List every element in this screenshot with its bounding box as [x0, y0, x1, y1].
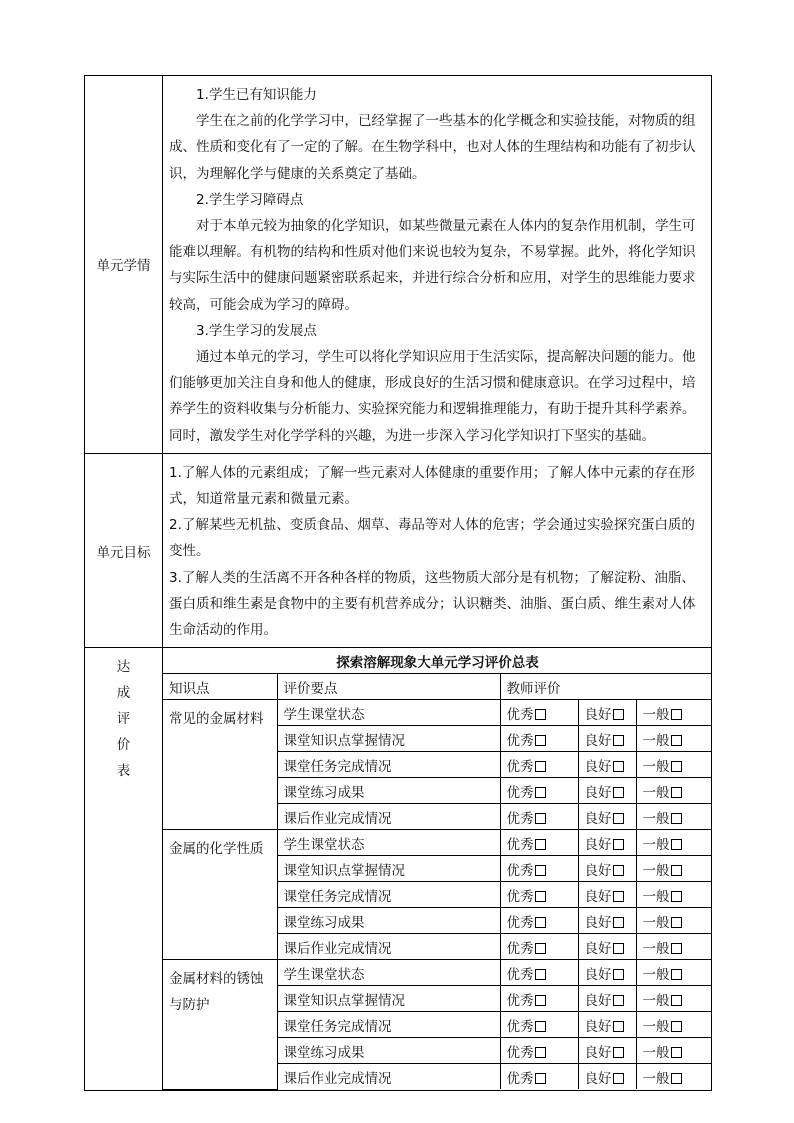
- rating-option-average[interactable]: [636, 700, 712, 726]
- checkbox-icon[interactable]: [613, 787, 624, 798]
- rating-label: 优秀: [506, 706, 534, 723]
- rating-label: 良好: [584, 914, 612, 931]
- unit-plan-table: [84, 75, 712, 1091]
- checkbox-icon[interactable]: [671, 735, 682, 746]
- checkbox-icon[interactable]: [535, 735, 546, 746]
- checkbox-icon[interactable]: [535, 709, 546, 720]
- evaluation-point: 课后作业完成情况: [277, 804, 500, 830]
- rating-option-average[interactable]: [636, 1064, 712, 1090]
- checkbox-icon[interactable]: [613, 813, 624, 824]
- rating-option-average[interactable]: [636, 882, 712, 908]
- checkbox-icon[interactable]: [671, 787, 682, 798]
- evaluation-title: 探索溶解现象大单元学习评价总表: [163, 648, 712, 674]
- checkbox-icon[interactable]: [613, 917, 624, 928]
- checkbox-icon[interactable]: [613, 709, 624, 720]
- rating-option-average[interactable]: [636, 778, 712, 804]
- rating-label: 一般: [642, 732, 670, 749]
- rating-label: 良好: [584, 888, 612, 905]
- rating-option-average[interactable]: [636, 830, 712, 856]
- checkbox-icon[interactable]: [613, 839, 624, 850]
- evaluation-point: 课堂练习成果: [277, 908, 500, 934]
- rating-label: 优秀: [506, 992, 534, 1009]
- checkbox-icon[interactable]: [671, 995, 682, 1006]
- rating-option-excellent[interactable]: [500, 908, 578, 934]
- rating-label: 优秀: [506, 914, 534, 931]
- evaluation-label: 达 成 评 价 表: [85, 648, 163, 1091]
- checkbox-icon[interactable]: [535, 1021, 546, 1032]
- rating-label: 一般: [642, 784, 670, 801]
- rating-label: 一般: [642, 940, 670, 957]
- rating-label: 良好: [584, 758, 612, 775]
- rating-label: 良好: [584, 940, 612, 957]
- rating-label: 优秀: [506, 1044, 534, 1061]
- checkbox-icon[interactable]: [613, 865, 624, 876]
- evaluation-point: 课后作业完成情况: [277, 934, 500, 960]
- rating-label: 良好: [584, 966, 612, 983]
- checkbox-icon[interactable]: [671, 917, 682, 928]
- rating-option-average[interactable]: [636, 856, 712, 882]
- checkbox-icon[interactable]: [671, 709, 682, 720]
- checkbox-icon[interactable]: [535, 943, 546, 954]
- rating-option-average[interactable]: [636, 960, 712, 986]
- evaluation-point: 学生课堂状态: [277, 830, 500, 856]
- evaluation-header-row: [163, 674, 712, 700]
- rating-label: 良好: [584, 810, 612, 827]
- rating-option-excellent[interactable]: [500, 778, 578, 804]
- rating-label: 优秀: [506, 758, 534, 775]
- rating-label: 优秀: [506, 1070, 534, 1087]
- rating-option-average[interactable]: [636, 804, 712, 830]
- situation-paragraph-3: 通过本单元的学习，学生可以将化学知识应用于生活实际，提高解决问题的能力。他们能够更加关注自身和他人的健康，形成良好的生活习惯和健康意识。在学习过程中，培养学生的资料收集与分析能力、实验探究能力和逻辑推理能力，有助于提升其科学素养。同时，激发学生对化学学科的兴趣，为进一步深入学习化学知识打下坚实的基础。: [169, 349, 696, 444]
- checkbox-icon[interactable]: [671, 761, 682, 772]
- evaluation-row: [85, 648, 712, 1091]
- rating-label: 良好: [584, 706, 612, 723]
- rating-label: 一般: [642, 1070, 670, 1087]
- rating-label: 一般: [642, 888, 670, 905]
- rating-option-good[interactable]: [578, 960, 636, 986]
- rating-label: 一般: [642, 810, 670, 827]
- rating-option-good[interactable]: [578, 934, 636, 960]
- rating-option-good[interactable]: [578, 882, 636, 908]
- situation-row: [85, 76, 712, 454]
- checkbox-icon[interactable]: [535, 813, 546, 824]
- checkbox-icon[interactable]: [671, 1047, 682, 1058]
- goal-item: 3.了解人类的生活离不开各种各样的物质，这些物质大部分是有机物；了解淀粉、油脂、蛋白质和维生素是食物中的主要有机营养成分；认识糖类、油脂、蛋白质、维生素对人体生命活动的作用。: [169, 569, 696, 639]
- goals-label: 单元目标: [85, 453, 163, 647]
- rating-option-good[interactable]: [578, 1064, 636, 1090]
- rating-label: 良好: [584, 992, 612, 1009]
- rating-option-average[interactable]: [636, 1038, 712, 1064]
- evaluation-row-item: [163, 830, 712, 856]
- checkbox-icon[interactable]: [613, 891, 624, 902]
- rating-label: 优秀: [506, 862, 534, 879]
- checkbox-icon[interactable]: [535, 787, 546, 798]
- header-teacher: 教师评价: [500, 674, 712, 700]
- rating-label: 一般: [642, 914, 670, 931]
- evaluation-row-item: [163, 960, 712, 986]
- situation-paragraph-2: 对于本单元较为抽象的化学知识，如某些微量元素在人体内的复杂作用机制，学生可能难以理解。有机物的结构和性质对他们来说也较为复杂，不易掌握。此外，将化学知识与实际生活中的健康问题紧密联系起来，并进行综合分析和应用，对学生的思维能力要求较高，可能会成为学习的障碍。: [169, 218, 696, 313]
- rating-option-excellent[interactable]: [500, 856, 578, 882]
- situation-heading-2: 2.学生学习障碍点: [196, 191, 304, 208]
- evaluation-title-row: [163, 648, 712, 674]
- rating-option-excellent[interactable]: [500, 986, 578, 1012]
- rating-option-good[interactable]: [578, 804, 636, 830]
- goals-row: [85, 453, 712, 647]
- rating-option-good[interactable]: [578, 830, 636, 856]
- rating-option-excellent[interactable]: [500, 726, 578, 752]
- rating-option-good[interactable]: [578, 986, 636, 1012]
- knowledge-point: 金属材料的锈蚀与防护: [163, 960, 277, 1090]
- rating-option-excellent[interactable]: [500, 960, 578, 986]
- checkbox-icon[interactable]: [671, 839, 682, 850]
- checkbox-icon[interactable]: [535, 995, 546, 1006]
- goals-content: [163, 453, 712, 647]
- rating-label: 优秀: [506, 784, 534, 801]
- rating-option-good[interactable]: [578, 908, 636, 934]
- checkbox-icon[interactable]: [535, 891, 546, 902]
- rating-label: 优秀: [506, 810, 534, 827]
- rating-label: 一般: [642, 862, 670, 879]
- rating-label: 一般: [642, 1018, 670, 1035]
- rating-label: 良好: [584, 1070, 612, 1087]
- rating-label: 优秀: [506, 966, 534, 983]
- rating-label: 一般: [642, 966, 670, 983]
- rating-option-average[interactable]: [636, 1012, 712, 1038]
- rating-option-excellent[interactable]: [500, 1038, 578, 1064]
- rating-option-average[interactable]: [636, 934, 712, 960]
- checkbox-icon[interactable]: [613, 735, 624, 746]
- rating-label: 优秀: [506, 1018, 534, 1035]
- evaluation-point: 课堂任务完成情况: [277, 882, 500, 908]
- rating-option-excellent[interactable]: [500, 882, 578, 908]
- evaluation-point: 课堂任务完成情况: [277, 752, 500, 778]
- rating-option-average[interactable]: [636, 908, 712, 934]
- document-page: [84, 75, 711, 1091]
- checkbox-icon[interactable]: [671, 943, 682, 954]
- rating-option-excellent[interactable]: [500, 934, 578, 960]
- rating-option-good[interactable]: [578, 700, 636, 726]
- evaluation-point: 课堂知识点掌握情况: [277, 986, 500, 1012]
- evaluation-point: 课堂练习成果: [277, 1038, 500, 1064]
- rating-option-good[interactable]: [578, 778, 636, 804]
- rating-label: 良好: [584, 732, 612, 749]
- checkbox-icon[interactable]: [671, 891, 682, 902]
- rating-label: 良好: [584, 836, 612, 853]
- checkbox-icon[interactable]: [535, 839, 546, 850]
- evaluation-point: 课堂知识点掌握情况: [277, 856, 500, 882]
- rating-label: 一般: [642, 1044, 670, 1061]
- checkbox-icon[interactable]: [613, 1021, 624, 1032]
- evaluation-table: [163, 648, 712, 1090]
- rating-option-average[interactable]: [636, 986, 712, 1012]
- rating-option-excellent[interactable]: [500, 1012, 578, 1038]
- knowledge-point: 常见的金属材料: [163, 700, 277, 830]
- situation-heading-3: 3.学生学习的发展点: [196, 322, 317, 339]
- goal-item: 2.了解某些无机盐、变质食品、烟草、毒品等对人体的危害；学会通过实验探究蛋白质的变性。: [169, 517, 695, 560]
- goal-item: 1.了解人体的元素组成；了解一些元素对人体健康的重要作用；了解人体中元素的存在形式，知道常量元素和微量元素。: [169, 464, 695, 508]
- rating-label: 优秀: [506, 940, 534, 957]
- header-points: 评价要点: [277, 674, 500, 700]
- checkbox-icon[interactable]: [535, 917, 546, 928]
- rating-option-excellent[interactable]: [500, 804, 578, 830]
- rating-label: 一般: [642, 758, 670, 775]
- checkbox-icon[interactable]: [671, 813, 682, 824]
- rating-label: 良好: [584, 784, 612, 801]
- situation-content: [163, 76, 712, 454]
- rating-option-excellent[interactable]: [500, 700, 578, 726]
- rating-label: 良好: [584, 1044, 612, 1061]
- rating-label: 良好: [584, 1018, 612, 1035]
- checkbox-icon[interactable]: [535, 1073, 546, 1084]
- evaluation-point: 学生课堂状态: [277, 700, 500, 726]
- situation-label: 单元学情: [85, 76, 163, 454]
- rating-label: 优秀: [506, 732, 534, 749]
- checkbox-icon[interactable]: [535, 865, 546, 876]
- rating-label: 一般: [642, 706, 670, 723]
- knowledge-point: 金属的化学性质: [163, 830, 277, 960]
- checkbox-icon[interactable]: [671, 865, 682, 876]
- evaluation-point: 课堂任务完成情况: [277, 1012, 500, 1038]
- checkbox-icon[interactable]: [535, 969, 546, 980]
- rating-label: 良好: [584, 862, 612, 879]
- checkbox-icon[interactable]: [613, 1047, 624, 1058]
- rating-label: 一般: [642, 836, 670, 853]
- checkbox-icon[interactable]: [613, 1073, 624, 1084]
- evaluation-table-cell: [163, 648, 712, 1091]
- rating-label: 优秀: [506, 888, 534, 905]
- checkbox-icon[interactable]: [535, 761, 546, 772]
- situation-paragraph-1: 学生在之前的化学学习中，已经掌握了一些基本的化学概念和实验技能，对物质的组成、性质和变化有了一定的了解。在生物学科中，也对人体的生理结构和功能有了初步认识，为理解化学与健康的关系奠定了基础。: [169, 113, 696, 182]
- checkbox-icon[interactable]: [671, 1073, 682, 1084]
- evaluation-row-item: [163, 700, 712, 726]
- rating-option-good[interactable]: [578, 752, 636, 778]
- situation-heading-1: 1.学生已有知识能力: [196, 87, 317, 103]
- rating-option-excellent[interactable]: [500, 1064, 578, 1090]
- checkbox-icon[interactable]: [671, 969, 682, 980]
- rating-label: 优秀: [506, 836, 534, 853]
- checkbox-icon[interactable]: [535, 1047, 546, 1058]
- checkbox-icon[interactable]: [613, 761, 624, 772]
- rating-option-average[interactable]: [636, 752, 712, 778]
- rating-label: 一般: [642, 992, 670, 1009]
- rating-option-average[interactable]: [636, 726, 712, 752]
- rating-option-excellent[interactable]: [500, 752, 578, 778]
- checkbox-icon[interactable]: [613, 969, 624, 980]
- rating-option-excellent[interactable]: [500, 830, 578, 856]
- checkbox-icon[interactable]: [671, 1021, 682, 1032]
- evaluation-point: 课堂知识点掌握情况: [277, 726, 500, 752]
- header-knowledge: 知识点: [163, 674, 277, 700]
- rating-option-good[interactable]: [578, 726, 636, 752]
- checkbox-icon[interactable]: [613, 943, 624, 954]
- checkbox-icon[interactable]: [613, 995, 624, 1006]
- evaluation-point: 课后作业完成情况: [277, 1064, 500, 1090]
- evaluation-point: 课堂练习成果: [277, 778, 500, 804]
- rating-option-good[interactable]: [578, 1012, 636, 1038]
- rating-option-good[interactable]: [578, 1038, 636, 1064]
- rating-option-good[interactable]: [578, 856, 636, 882]
- evaluation-point: 学生课堂状态: [277, 960, 500, 986]
